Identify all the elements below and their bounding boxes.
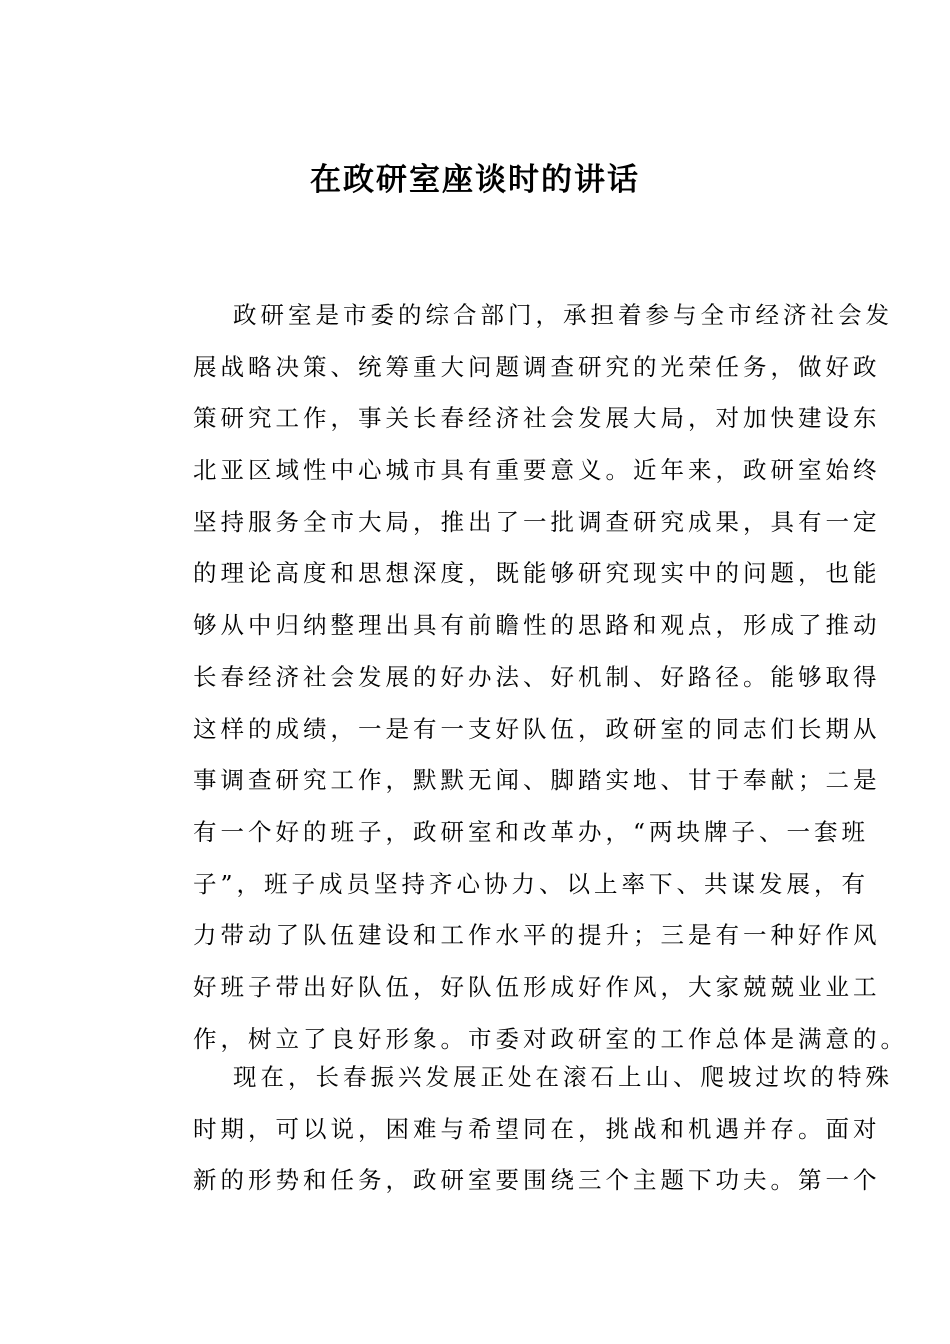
text-line: 好班子带出好队伍，好队伍形成好作风，大家兢兢业业工 [193, 972, 881, 1001]
text-line: 长春经济社会发展的好办法、好机制、好路径。能够取得 [193, 662, 881, 691]
document-title: 在政研室座谈时的讲话 [310, 162, 640, 198]
text-line: 够从中归纳整理出具有前瞻性的思路和观点，形成了推动 [193, 611, 881, 640]
text-line: 策研究工作，事关长春经济社会发展大局，对加快建设东 [193, 404, 881, 433]
text-line: 展战略决策、统筹重大问题调查研究的光荣任务，做好政 [193, 352, 881, 381]
text-line: 作，树立了良好形象。市委对政研室的工作总体是满意的。 [193, 1024, 908, 1053]
text-line: 这样的成绩，一是有一支好队伍，政研室的同志们长期从 [193, 714, 881, 743]
text-line: 北亚区域性中心城市具有重要意义。近年来，政研室始终 [193, 456, 881, 485]
paragraph-2 [146, 1052, 893, 1207]
text-line: 事调查研究工作，默默无闻、脚踏实地、甘于奉献；二是 [193, 766, 881, 795]
text-line: 力带动了队伍建设和工作水平的提升；三是有一种好作风 [193, 921, 881, 950]
text-line: 有一个好的班子，政研室和改革办，“两块牌子、一套班 [193, 817, 870, 846]
text-line: 政研室是市委的综合部门，承担着参与全市经济社会发 [233, 301, 893, 329]
paragraph-1 [146, 290, 908, 1065]
document-body [146, 290, 908, 1195]
text-line: 子”，班子成员坚持齐心协力、以上率下、共谋发展，有 [193, 869, 870, 898]
text-line: 坚持服务全市大局，推出了一批调查研究成果，具有一定 [193, 507, 881, 536]
text-line: 新的形势和任务，政研室要围绕三个主题下功夫。第一个 [193, 1166, 881, 1195]
text-line: 时期，可以说，困难与希望同在，挑战和机遇并存。面对 [193, 1114, 881, 1143]
text-line: 的理论高度和思想深度，既能够研究现实中的问题，也能 [193, 559, 881, 588]
text-line: 现在，长春振兴发展正处在滚石上山、爬坡过坎的特殊 [233, 1063, 893, 1091]
